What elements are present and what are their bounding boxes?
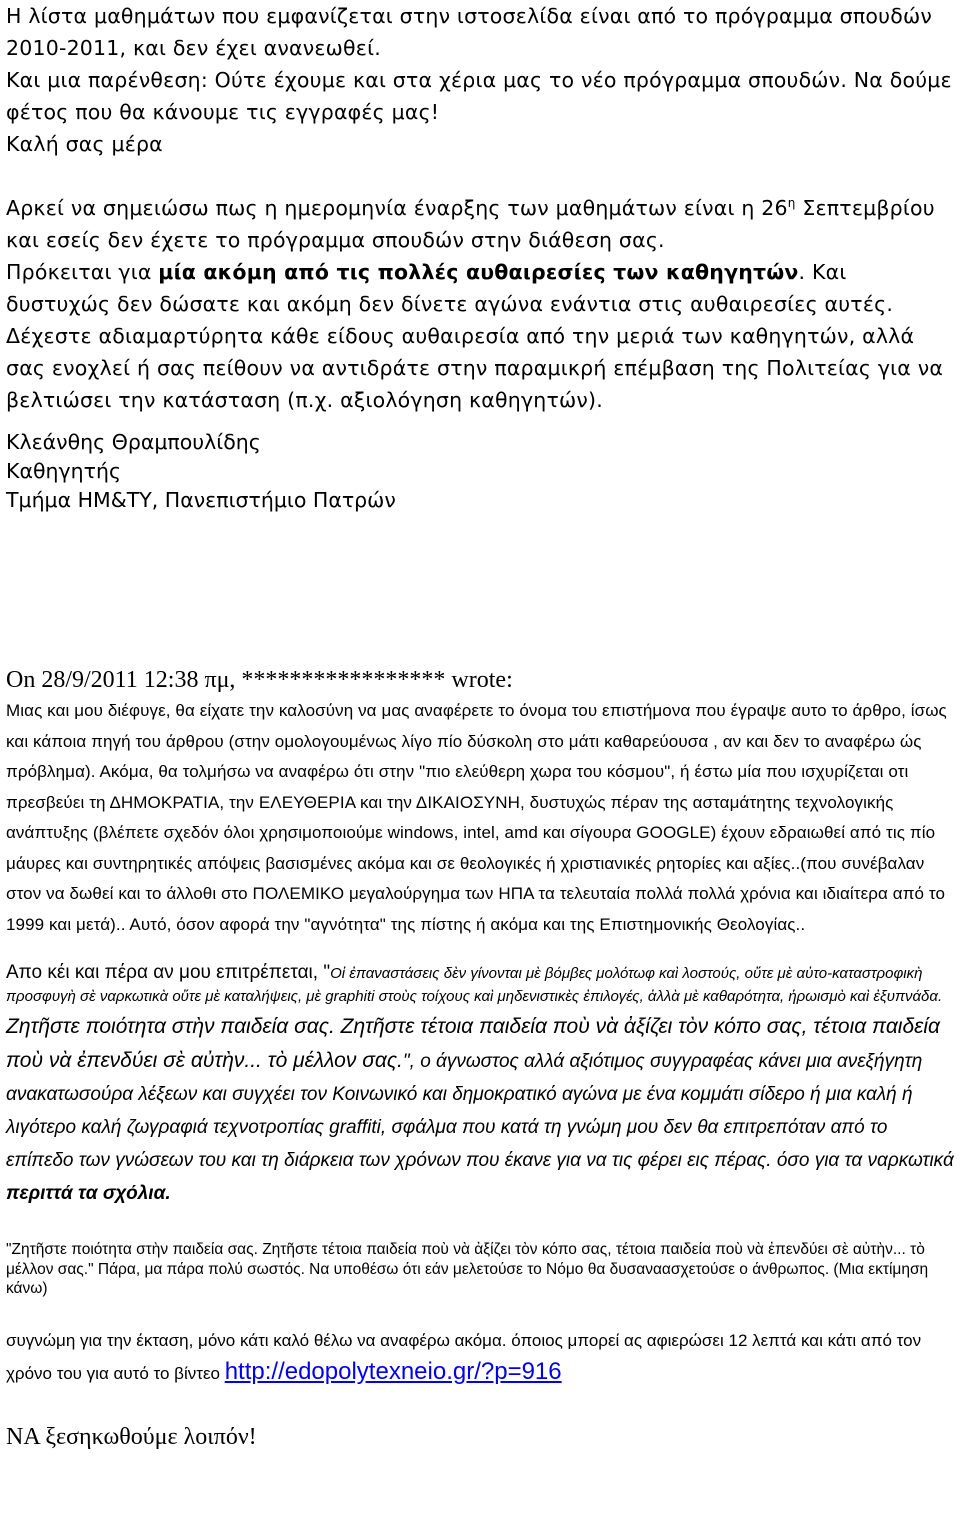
closing-line: ΝΑ ξεσηκωθούμε λοιπόν! (6, 1423, 257, 1450)
signature-block (6, 428, 956, 515)
quote-p3-bold: περιττά τα σχόλια. (6, 1183, 171, 1204)
email-document (6, 0, 956, 1451)
date-superscript: η (787, 196, 796, 211)
quote-p3-rest: ", ο άγνωστος αλλά αξιότιμος συγγραφέας κάνει μια ανεξήγητη ανακατωσούρα λέξεων και συγχέει τον Κοινωνικό και δημοκρατικό αγώνα με ένα κομμάτι σίδερο ή μια καλή ή λιγότερο καλή ζωγραφιά τεχνοτροπίας graffiti, σφάλμα που κατά τη γνώμη μου δεν θα επιτρεπόταν από το επίπεδο των γνώσεων του και τη διάρκεια των χρόνων που έκανε για να τις φέρει εις πέρας. όσο για τα ναρκωτικά (6, 1051, 954, 1171)
body-a2: Σεπτεμβρίου και εσείς δεν έχετε το πρόγραμμα σπουδών στην διάθεση σας. (6, 196, 935, 252)
signature-dept: Τμήμα ΗΜ&ΤΥ, Πανεπιστήμιο Πατρών (6, 488, 396, 512)
quote-paragraph-1: Μιας και μου διέφυγε, θα είχατε την καλοσύνη να μας αναφέρετε το όνομα του επιστήμονα που έγραψε αυτο το άρθρο, ίσως και κάποια πηγή του άρθρου (στην ομολογουμένως λίγο πίο δύσκολη στο μάτι καθαρεύουσα , αν και δεν το αναφέρω ώς πρόβλημα). Ακόμα, θα τολμήσω να αναφέρω ότι στην "πιο ελεύθερη χωρα του κόσμου", ή έστω μία που ισχυρίζεται οτι πρεσβεύει τη ΔΗΜΟΚΡΑΤΙΑ, την ΕΛΕΥΘΕΡΙΑ και την ΔΙΚΑΙΟΣΥΝΗ, δυστυχώς πέραν της ασταμάτητης τεχνολογικής ανάπτυξης (βλέπετε σχεδόν όλοι χρησιμοποιούμε windows, intel, amd και σίγουρα GOOGLE) έχουν εδραιωθεί από τις πίο μάυρες και συντηρητικές απόψεις βασισμένες ακόμα και σε θεολογικές ή χριστιανικές ρητορίες και αξίες..(που συνέβαλαν στον να δωθεί και το άλλοθι στο ΠΟΛΕΜΙΚΟ μεγαλούργημα των ΗΠΑ τα τελευταία πολλά πολλά χρόνια και ιδιαίτερα από το 1999 και μετά).. Αυτό, όσον αφορά την "αγνότητα" της πίστης ή ακόμα και της Επιστημονικής Θεολογίας.. (6, 701, 947, 934)
quote-p5-text: συγνώμη για την έκταση, μόνο κάτι καλό θέλω να αναφέρω ακόμα. όποιος μπορεί ας αφιερώσει 12 λεπτά και κάτι από τον χρόνο του για αυτό το βίντεο (6, 1330, 922, 1383)
intro-section (6, 0, 956, 416)
body-b1-bold: μία ακόμη από τις πολλές αυθαιρεσίες των καθηγητών (158, 260, 799, 284)
body-paragraph-b (6, 256, 956, 320)
intro-paragraph-1: Η λίστα μαθημάτων που εμφανίζεται στην ιστοσελίδα είναι από το πρόγραμμα σπουδών 2010-2011, και δεν έχει ανανεωθεί. (6, 4, 932, 60)
quote-paragraph-2 (6, 962, 956, 1008)
quote-header: On 28/9/2011 12:38 πμ, ***************** wrote: (6, 667, 513, 693)
quote-p2-italic: Οἱ ἐπαναστάσεις δὲν γίνονται μὲ βόμβες μολότωφ καὶ λοστούς, οὔτε μὲ αὐτο-καταστροφικὴ προσφυγὴ σὲ ναρκωτικὰ οὔτε μὲ καταλήψεις, μὲ graphiti στοὺς τοίχους καὶ μηδενιστικὲς ἐπιλογές, ἀλλὰ μὲ καθαρότητα, ἡρωισμὸ καὶ ἐξυπνάδα. (6, 965, 943, 1005)
signature-title: Καθηγητής (6, 459, 121, 483)
body-b1: Πρόκειται για (6, 260, 159, 284)
body-paragraph-a (6, 192, 956, 256)
video-link[interactable]: http://edopolytexneio.gr/?p=916 (224, 1357, 562, 1385)
body-a1: Αρκεί να σημειώσω πως η ημερομηνία έναρξης των μαθημάτων είναι η 26 (6, 196, 788, 220)
signature-name: Κλεάνθης Θραμπουλίδης (6, 430, 261, 454)
quote-paragraph-3 (6, 1010, 956, 1210)
quote-p2-lead: Απο κέι και πέρα αν μου επιτρέπεται, " (6, 962, 331, 983)
intro-paragraph-2: Και μια παρένθεση: Ούτε έχουμε και στα χέρια μας το νέο πρόγραμμα σπουδών. Να δούμε φέτος που θα κάνουμε τις εγγραφές μας! (6, 68, 952, 124)
quote-paragraph-5 (6, 1325, 956, 1389)
body-b2: . Και δυστυχώς δεν δώσατε και ακόμη δεν δίνετε αγώνα ενάντια στις αυθαιρεσίες αυτές. (6, 260, 894, 316)
quote-p3-big: Ζητῆστε ποιότητα στὴν παιδεία σας. Ζητῆστε τέτοια παιδεία ποὺ νὰ ἀξίζει τὸν κόπο σας, τέτοια παιδεία ποὺ νὰ ἐπενδύει σὲ αὐτὴν... τὸ μέλλον σας. (6, 1015, 941, 1072)
body-paragraph-c: Δέχεστε αδιαμαρτύρητα κάθε είδους αυθαιρεσία από την μεριά των καθηγητών, αλλά σας ενοχλεί ή σας πείθουν να αντιδράτε στην παραμικρή επέμβαση της Πολιτείας για να βελτιώσει την κατάσταση (π.χ. αξιολόγηση καθηγητών). (6, 324, 944, 412)
quote-paragraph-4: "Ζητῆστε ποιότητα στὴν παιδεία σας. Ζητῆστε τέτοια παιδεία ποὺ νὰ ἀξίζει τὸν κόπο σας, τέτοια παιδεία ποὺ νὰ ἐπενδύει σὲ αὐτὴν... τὸ μέλλον σας." Πάρα, μα πάρα πολύ σωστός. Να υποθέσω ότι εάν μελετούσε το Νόμο θα δυσαναασχετούσε ο άνθρωπος. (Μια εκτίμηση κάνω) (6, 1241, 929, 1297)
greeting: Καλή σας μέρα (6, 132, 163, 156)
